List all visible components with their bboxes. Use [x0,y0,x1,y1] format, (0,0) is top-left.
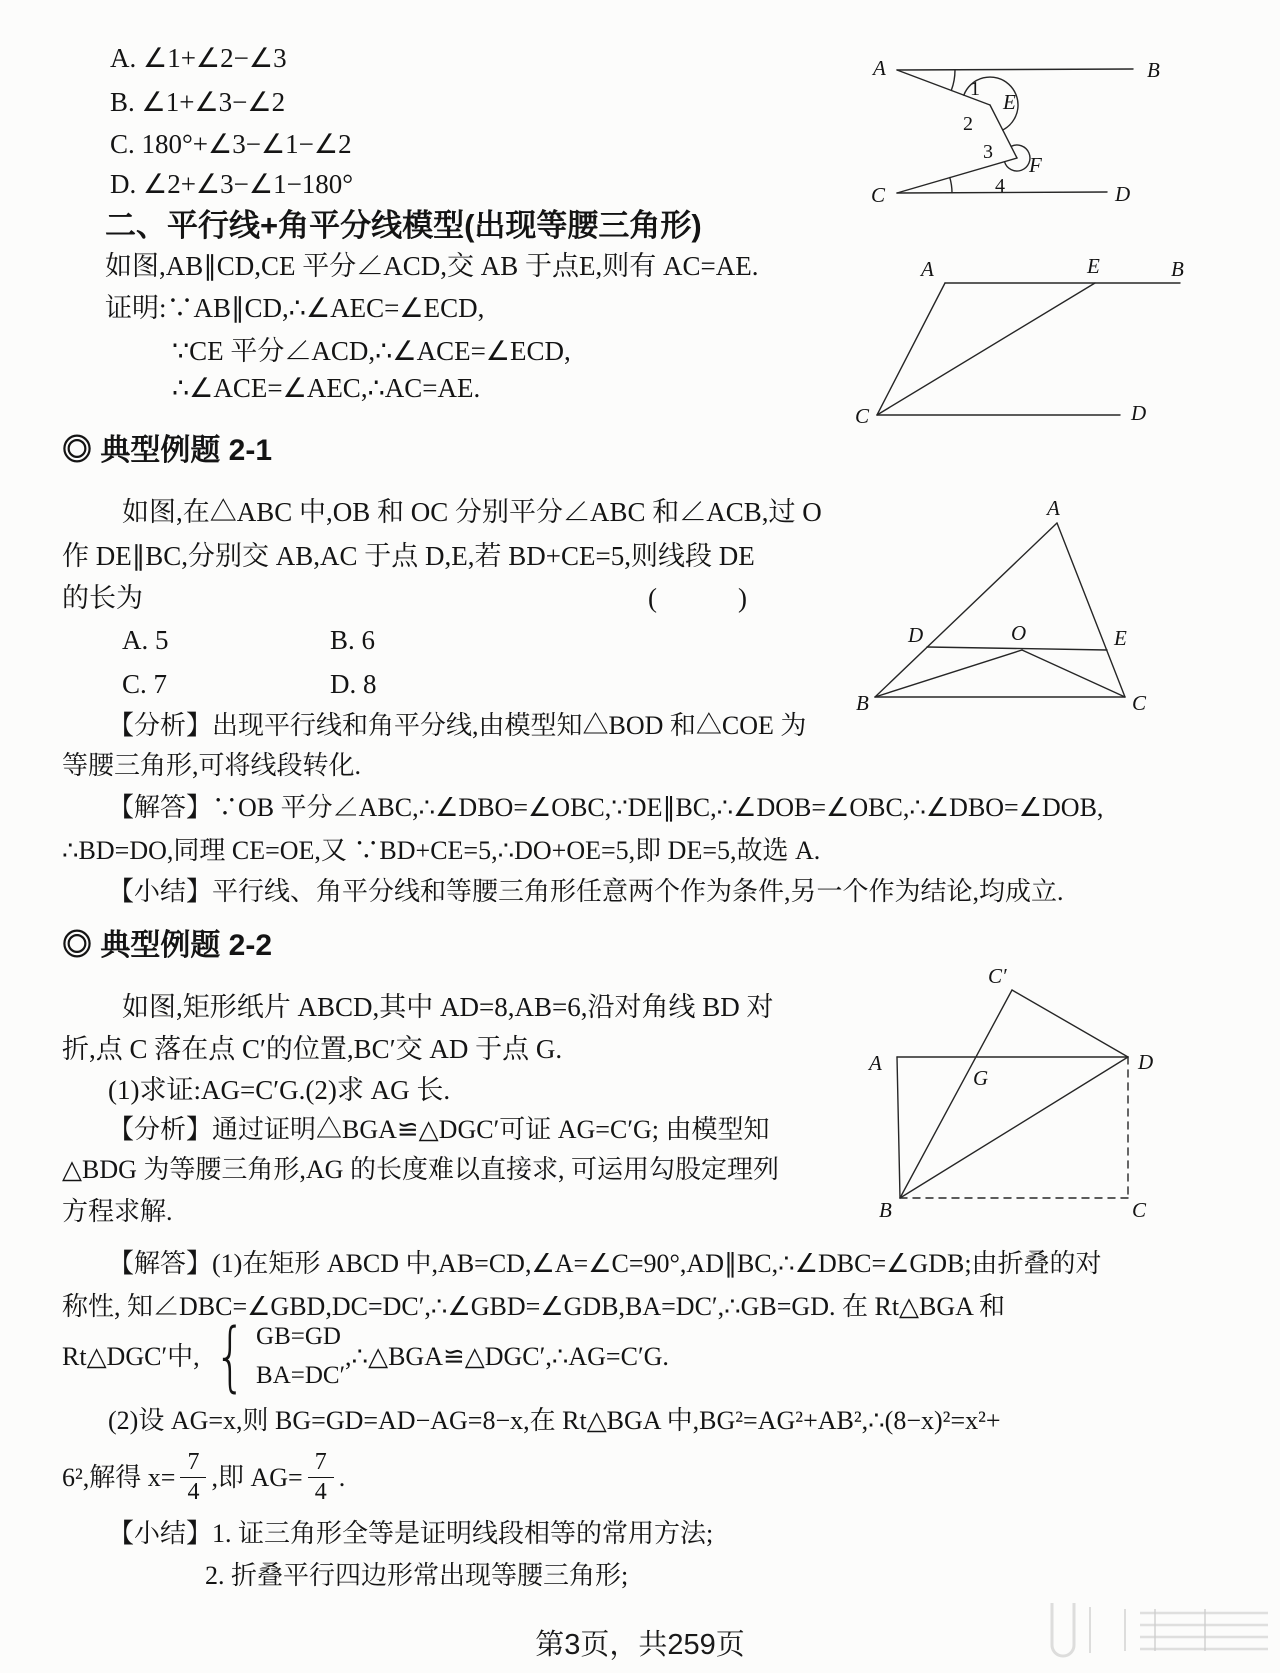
fig4-label-D: D [1138,1050,1154,1074]
ex22-problem-line3: (1)求证:AG=C′G.(2)求 AG 长. [108,1075,451,1105]
model2-proof-line2: ∵CE 平分∠ACD,∴∠ACE=∠ECD, [172,336,571,366]
fig1-label-A: A [873,56,886,80]
fig1-label-F: F [1029,153,1042,177]
fig1-angle-1: 1 [970,78,980,100]
ex22-congruence-system [62,1311,669,1401]
ex21-choice-c: C. 7 [122,669,168,699]
fig4-label-A: A [869,1051,882,1075]
ex21-choice-d: D. 8 [330,669,377,699]
model2-intro: 如图,AB∥CD,CE 平分∠ACD,交 AB 于点E,则有 AC=AE. [105,251,759,281]
result-prefix: 6²,解得 x= [62,1462,176,1492]
fig3-label-O: O [1011,621,1027,645]
ex21-problem-line2: 作 DE∥BC,分别交 AB,AC 于点 D,E,若 BD+CE=5,则线段 DE [62,541,755,571]
ex22-analysis-line3: 方程求解. [62,1197,173,1226]
fig2-label-B: B [1171,257,1184,281]
ex21-problem-line1: 如图,在△ABC 中,OB 和 OC 分别平分∠ABC 和∠ACB,过 O [122,497,822,527]
fraction-ag: $\frac{7}{4}$ [308,1448,334,1507]
fig1-label-D: D [1115,182,1131,206]
example21-title: ◎ 典型例题 2-1 [62,434,273,467]
ex21-answer-bracket: ( ) [648,583,747,613]
model2-proof-line3: ∴∠ACE=∠AEC,∴AC=AE. [172,373,481,403]
system-eq2: BA=DC′ [256,1362,346,1389]
choice-d: D. ∠2+∠3−∠1−180° [110,169,354,199]
ex22-problem-line1: 如图,矩形纸片 ABCD,其中 AD=8,AB=6,沿对角线 BD 对 [122,992,774,1022]
ex21-summary: 【小结】平行线、角平分线和等腰三角形任意两个作为条件,另一个作为结论,均成立. [108,877,1064,906]
fraction-x: $\frac{7}{4}$ [180,1448,206,1507]
fig2-label-D: D [1131,401,1147,425]
ex22-analysis-line2: △BDG 为等腰三角形,AG 的长度难以直接求, 可运用勾股定理列 [62,1155,779,1184]
fig1-label-C: C [871,183,886,207]
example22-title: ◎ 典型例题 2-2 [62,929,273,962]
fig3-label-A: A [1047,496,1060,520]
fig1-angle-3: 3 [983,141,993,163]
result-mid: ,即 AG= [211,1462,303,1492]
page-indicator: 第3页，共259页 [535,1629,745,1661]
model2-heading: 二、平行线+角平分线模型(出现等腰三角形) [105,208,702,243]
fig4-label-C: C [1132,1198,1147,1222]
fig3-label-D: D [908,623,924,647]
ex22-result-line [62,1448,345,1507]
ex21-choice-b: B. 6 [330,625,376,655]
fig1-angle-4: 4 [995,175,1005,197]
fig2-label-A: A [921,257,934,281]
ex21-solution-line2: ∴BD=DO,同理 CE=OE,又 ∵BD+CE=5,∴DO+OE=5,即 DE=5,故选 A. [62,836,821,865]
fig2-label-E: E [1087,254,1100,278]
system-eq1: GB=GD [256,1323,341,1350]
fig3-label-C: C [1132,691,1147,715]
angle-arc-4 [950,178,952,193]
ex22-summary-line1: 【小结】1. 证三角形全等是证明线段相等的常用方法; [108,1519,714,1548]
fig4-label-G: G [973,1066,989,1090]
fig4-label-B: B [879,1198,892,1222]
ex22-summary-line2: 2. 折叠平行四边形常出现等腰三角形; [205,1561,629,1590]
ex22-solution-line2: 称性, 知∠DBC=∠GBD,DC=DC′,∴∠GBD=∠GDB,BA=DC′,∴GB=GD. 在 Rt△BGA 和 [62,1292,1006,1321]
model2-proof-line1: 证明:∵AB∥CD,∴∠AEC=∠ECD, [105,293,485,323]
fig3-label-E: E [1114,626,1127,650]
fig3-label-B: B [856,691,869,715]
ex21-choice-a: A. 5 [122,625,169,655]
choice-c: C. 180°+∠3−∠1−∠2 [110,129,352,159]
ex22-problem-line2: 折,点 C 落在点 C′的位置,BC′交 AD 于点 G. [62,1034,563,1064]
scan-artifact-watermark [990,1595,1280,1670]
ex21-problem-line3: 的长为 [62,583,143,613]
ex21-solution-line1: 【解答】∵OB 平分∠ABC,∴∠DBO=∠OBC,∵DE∥BC,∴∠DOB=∠OBC,∴∠DBO=∠DOB, [108,793,1104,822]
choice-a: A. ∠1+∠2−∠3 [110,43,287,73]
ex22-part2-line: (2)设 AG=x,则 BG=GD=AD−AG=8−x,在 Rt△BGA 中,BG²=AG²+AB²,∴(8−x)²=x²+ [108,1406,1001,1435]
ex22-solution-line1: 【解答】(1)在矩形 ABCD 中,AB=CD,∠A=∠C=90°,AD∥BC,∴∠DBC=∠GDB;由折叠的对 [108,1249,1102,1278]
ex22-analysis-line1: 【分析】通过证明△BGA≌△DGC′可证 AG=C′G; 由模型知 [108,1115,770,1144]
figure-triangle-bisectors [850,470,1190,715]
figure-parallel-bisector [855,248,1195,433]
angle-arc-1 [951,70,955,90]
ex21-analysis-line2: 等腰三角形,可将线段转化. [62,751,362,780]
system-suffix: ,∴△BGA≌△DGC′,∴AG=C′G. [345,1341,669,1371]
fig4-label-C-prime: C′ [988,964,1007,988]
fig2-label-C: C [855,404,870,428]
system-prefix: Rt△DGC′中, [62,1341,200,1371]
fig1-label-B: B [1147,58,1160,82]
ex21-analysis-line1: 【分析】出现平行线和角平分线,由模型知△BOD 和△COE 为 [108,711,807,740]
fig1-angle-2: 2 [963,113,973,135]
left-brace: { [214,1311,246,1401]
fig1-label-E: E [1003,90,1016,114]
choice-b: B. ∠1+∠3−∠2 [110,87,286,117]
figure-folded-rectangle [855,955,1195,1223]
result-suffix: . [338,1462,346,1492]
figure-zigzag-parallel-lines [795,35,1190,215]
